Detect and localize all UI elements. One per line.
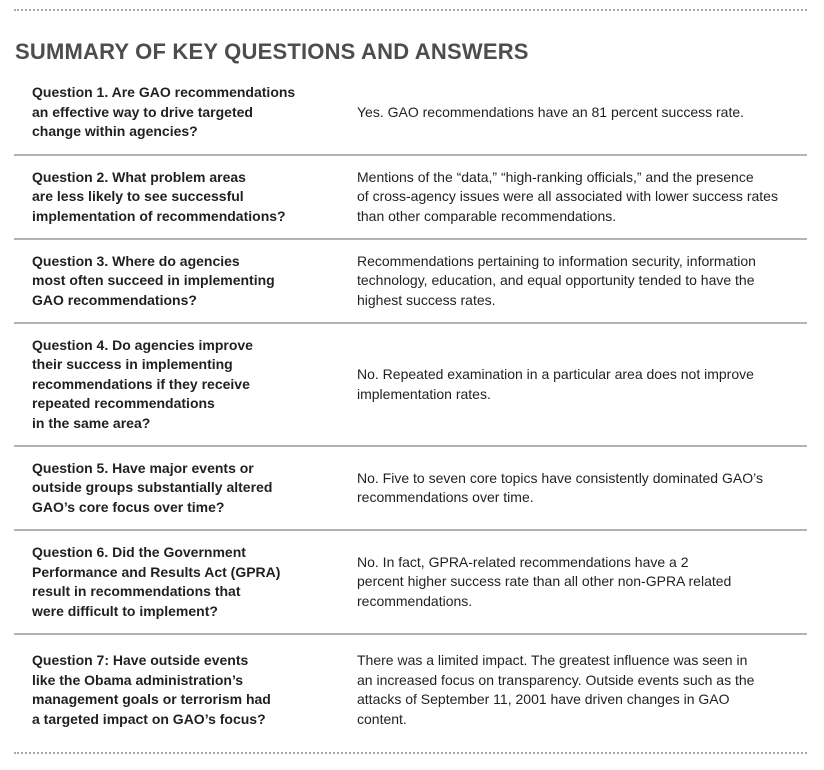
qa-row [14, 635, 807, 745]
qa-row [14, 531, 807, 635]
question-text: Question 2. What problem areas are less likely to see successful implementation of recommendations? [32, 168, 286, 224]
answer-text: Yes. GAO recommendations have an 81 percent success rate. [357, 103, 745, 120]
answer-text: Mentions of the “data,” “high-ranking officials,” and the presence of cross-agency issues were all associated with lower success rates than other comparable recommendations. [357, 168, 778, 224]
qa-row [14, 447, 807, 531]
question-text: Question 7: Have outside events like the Obama administration’s management goals or terrorism had a targeted impact on GAO’s focus? [32, 652, 271, 727]
question-text: Question 3. Where do agencies most often succeed in implementing GAO recommendations? [32, 252, 275, 308]
bottom-dotted-divider [14, 752, 807, 754]
answer-text: No. Five to seven core topics have consistently dominated GAO’s recommendations over time. [357, 469, 763, 505]
question-text: Question 4. Do agencies improve their success in implementing recommendations if they receive repeated recommendations in the same area? [32, 336, 253, 431]
top-dotted-divider [14, 9, 807, 11]
answer-text: No. Repeated examination in a particular area does not improve implementation rates. [357, 366, 754, 402]
answer-text: There was a limited impact. The greatest influence was seen in an increased focus on transparency. Outside events such as the attacks of September 11, 2001 have driven changes in GAO content. [357, 652, 755, 727]
answer-text: Recommendations pertaining to information security, information technology, education, and equal opportunity tended to have the highest success rates. [357, 252, 756, 308]
answer-text: No. In fact, GPRA-related recommendations have a 2 percent higher success rate than all other non-GPRA related recommendations. [357, 553, 732, 609]
qa-row [14, 324, 807, 447]
question-text: Question 5. Have major events or outside groups substantially altered GAO’s core focus over time? [32, 459, 273, 515]
page-title: SUMMARY OF KEY QUESTIONS AND ANSWERS [15, 39, 529, 64]
question-text: Question 1. Are GAO recommendations an effective way to drive targeted change within agencies? [32, 84, 296, 140]
qa-row [14, 71, 807, 156]
qa-row [14, 240, 807, 324]
question-text: Question 6. Did the Government Performance and Results Act (GPRA) result in recommendations that were difficult to implement? [32, 544, 281, 619]
qa-table [14, 71, 807, 745]
qa-row [14, 156, 807, 240]
